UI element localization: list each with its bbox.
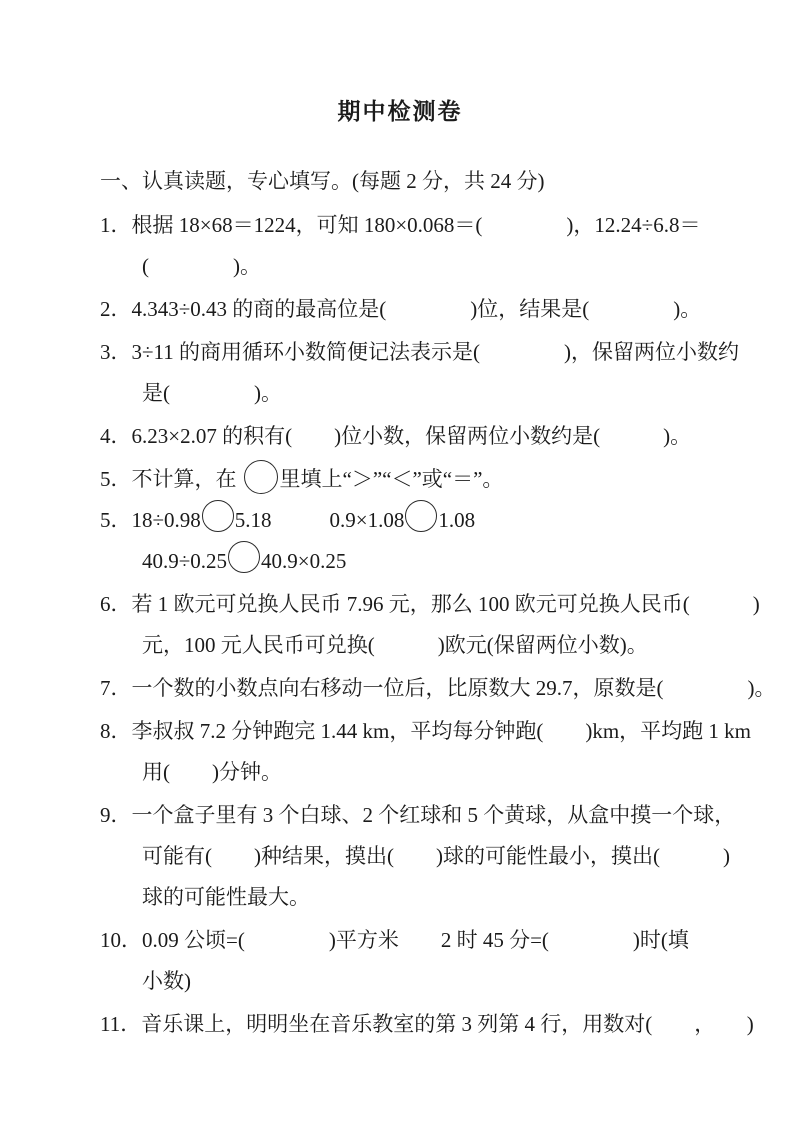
- question-5-compare-line-2: [100, 541, 700, 582]
- question-5-intro-post: 里填上“＞”“＜”或“＝”。: [279, 467, 504, 491]
- question-3-line-2: 是( )。: [142, 381, 282, 405]
- page-content: [100, 0, 776, 1045]
- question-1: [100, 205, 700, 287]
- question-6-line-1: 6．若 1 欧元可兑换人民币 7.96 元，那么 100 欧元可兑换人民币( ): [100, 592, 760, 616]
- compare-circle-icon: [228, 541, 260, 573]
- question-9-line-1: 9．一个盒子里有 3 个白球、2 个红球和 5 个黄球，从盒中摸一个球，: [100, 803, 736, 827]
- question-8: [100, 711, 751, 793]
- question-1-line-2: ( )。: [142, 254, 261, 278]
- compare-circle-icon: [405, 500, 437, 532]
- question-5-compare-line-1: [100, 500, 700, 541]
- question-5-expr-c-left: 40.9÷0.25: [142, 549, 228, 573]
- question-10-line-2: 小数): [142, 969, 191, 993]
- question-9: [100, 795, 736, 918]
- question-6-line-2: 元，100 元人民币可兑换( )欧元(保留两位小数)。: [142, 633, 648, 657]
- question-5: [100, 459, 700, 582]
- question-8-line-2: 用( )分钟。: [142, 760, 282, 784]
- question-5-intro-line: [100, 459, 700, 500]
- question-5-expr-a-right: 5.18: [234, 508, 272, 532]
- question-7-line-1: 7．一个数的小数点向右移动一位后，比原数大 29.7，原数是( )。: [100, 676, 776, 700]
- fill-circle-icon: [244, 460, 278, 494]
- question-5-expr-c-right: 40.9×0.25: [261, 549, 347, 573]
- question-6: [100, 584, 760, 666]
- question-4: [100, 416, 700, 457]
- question-11-line-1: 11．音乐课上，明明坐在音乐教室的第 3 列第 4 行，用数对( ， ): [100, 1012, 754, 1036]
- page-title: 期中检测卷: [337, 99, 463, 125]
- question-8-line-1: 8．李叔叔 7.2 分钟跑完 1.44 km，平均每分钟跑( )km，平均跑 1 km: [100, 719, 751, 743]
- question-10-line-1: 10．0.09 公顷=( )平方米 2 时 45 分=( )时(填: [100, 928, 689, 952]
- question-2-line-1: 2．4.343÷0.43 的商的最高位是( )位，结果是( )。: [100, 297, 702, 321]
- question-5-expr-a-left: 5．18÷0.98: [100, 508, 201, 532]
- question-5-expr-b-left: 0.9×1.08: [329, 508, 405, 532]
- question-11: [100, 1004, 754, 1045]
- question-10: [100, 920, 700, 1002]
- compare-circle-icon: [202, 500, 234, 532]
- question-4-line-1: 4．6.23×2.07 的积有( )位小数，保留两位小数约是( )。: [100, 424, 692, 448]
- question-1-line-1: 1．根据 18×68＝1224，可知 180×0.068＝( )，12.24÷6.8＝: [100, 213, 701, 237]
- section-one-heading: 一、认真读题，专心填写。(每题 2 分，共 24 分): [100, 169, 545, 193]
- question-7: [100, 668, 776, 709]
- question-list: [100, 205, 776, 1045]
- question-3: [100, 332, 739, 414]
- question-5-expr-b-right: 1.08: [438, 508, 476, 532]
- question-5-intro-pre: 5．不计算，在: [100, 467, 237, 491]
- question-9-line-3: 球的可能性最大。: [142, 885, 310, 909]
- question-2: [100, 289, 700, 330]
- question-3-line-1: 3．3÷11 的商用循环小数简便记法表示是( )，保留两位小数约: [100, 340, 739, 364]
- question-9-line-2: 可能有( )种结果，摸出( )球的可能性最小，摸出( ): [142, 844, 730, 868]
